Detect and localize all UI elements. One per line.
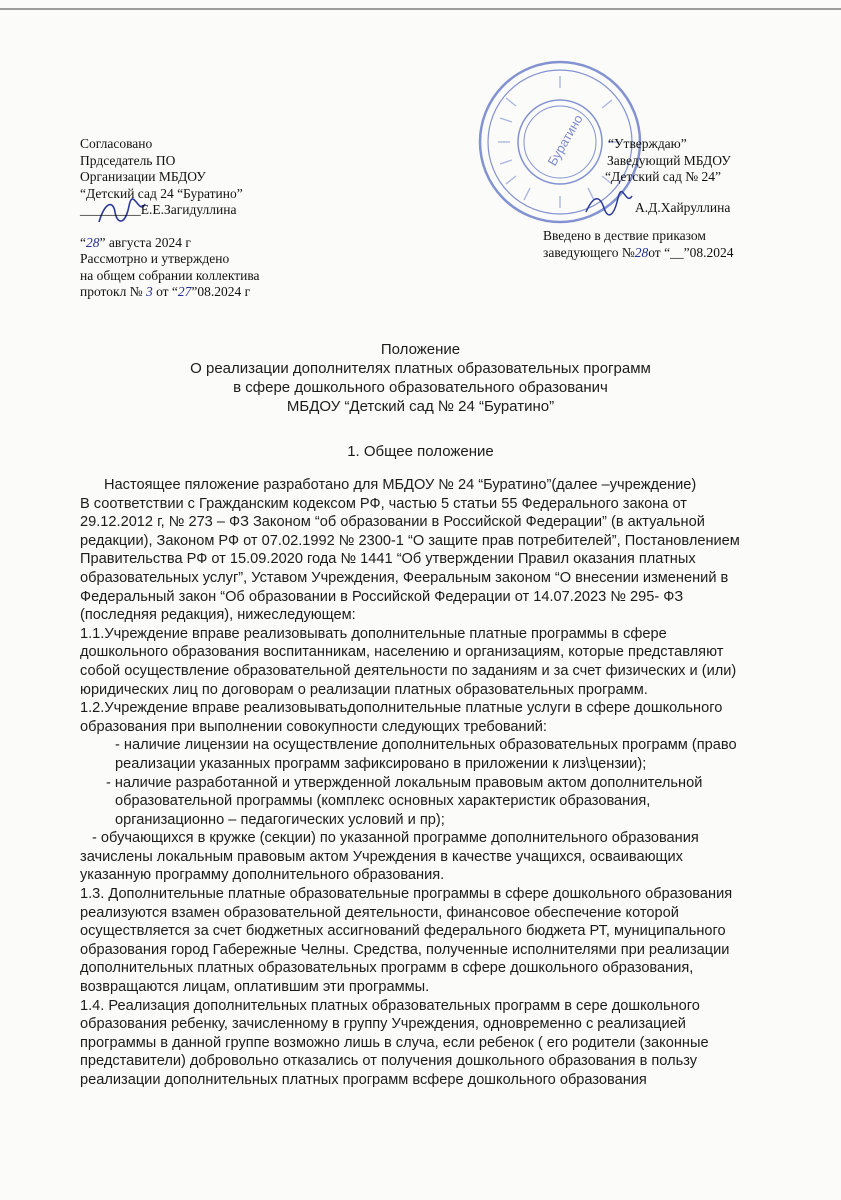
approve-label: “Утверждаю” (608, 136, 687, 151)
handwritten-order-number: 28 (634, 244, 649, 260)
protocol-label: протокл № (80, 284, 146, 299)
protocol-from: от “ (152, 284, 178, 299)
body-line: образования город Габережные Челны. Средства, полученные исполнителями при реализации (80, 941, 730, 958)
protocol-line (80, 284, 260, 301)
date-quote-open: “ (80, 234, 86, 250)
body-line: образовательной программы (комплекс основных характеристик образования, (115, 793, 651, 810)
signer-name-right: А.Д.Хайруллина (635, 199, 731, 215)
document-title (0, 340, 841, 416)
body-line: юридических лиц по договорам о реализации платных образовательных программ. (80, 681, 648, 698)
handwritten-protocol-number: 3 (145, 284, 153, 299)
agreement-date (80, 235, 260, 252)
body-line: 1.3. Дополнительные платные образовательные программы в сфере дошкольного образования (80, 886, 733, 903)
handwritten-protocol-day: 27 (177, 284, 192, 299)
body-line: 1.4. Реализация дополнительных платных образовательных программ в сере дошкольного (80, 997, 700, 1014)
approval-block-right (543, 136, 733, 261)
body-line: дополнительных платных образовательных программ в сфере дошкольного образования, (80, 960, 694, 977)
order-line (543, 245, 733, 262)
body-line: возвращаются лицам, оплатившим эти программы. (80, 979, 430, 996)
kindergarten-name: “Детский сад 24 “Буратино” (80, 185, 243, 201)
organization-label: Организации МБДОУ (80, 169, 206, 184)
protocol-date-rest: ”08.2024 г (191, 284, 251, 299)
meeting-label: на общем собрании коллектива (80, 267, 260, 283)
date-rest: ” августа 2024 г (99, 234, 191, 250)
body-line: образовательных услуг”, Уставом Учреждения, Фееральным законом “О внесении изменений в (80, 569, 729, 586)
body-line: программы в данной группе возможно лишь в случа, если ребенок ( его родители (законные (80, 1034, 709, 1051)
agreed-label: Согласовано (80, 136, 153, 151)
body-line: 29.12.2012 г, № 273 – ФЗ Законом “об образовании в Российской Федерации” (в актуальной (80, 514, 705, 531)
body-line: Федеральный закон “Об образовании в Российской Федерации от 14.07.2023 № 295- ФЗ (80, 588, 684, 605)
title-line-3: в сфере дошкольного образовательного образованич (233, 379, 608, 396)
body-line: представители) добровольно отказались от получения дошкольного образования в пользу (80, 1053, 698, 1070)
body-line: образования при выполнении совокупности следующих требований: (80, 718, 547, 735)
title-line-4: МБДОУ “Детский сад № 24 “Буратино” (286, 398, 555, 415)
body-line: 1.1.Учреждение вправе реализовывать дополнительные платные программы в сфере (80, 625, 667, 642)
body-line: образования ребенку, зачисленному в группу Учреждения, одновременно с реализацией (80, 1016, 686, 1033)
chairman-label: Прдседатель ПО (80, 152, 176, 168)
head-label: Заведующий МБДОУ (607, 152, 731, 168)
reviewed-label: Рассмотрно и утверждено (80, 251, 230, 266)
scan-top-edge (0, 8, 841, 10)
handwritten-day: 28 (86, 234, 100, 250)
body-line: реализации дополнительных платных программ всфере дошкольного образования (80, 1072, 647, 1088)
order-label: заведующего № (543, 244, 635, 260)
body-line: (последняя редакция), нижеследующем: (80, 607, 356, 624)
body-line: Настоящее пяложение разработано для МБДОУ № 24 “Буратино”(далее –учреждение) (104, 477, 697, 493)
kindergarten-short-name: “Детский сад № 24” (605, 169, 721, 184)
body-line: В соответствии с Гражданским кодексом РФ, частью 5 статьи 55 Федерального закона от (80, 495, 687, 512)
body-line: Правительства РФ от 15.09.2020 года № 1441 “Об утверждении Правил оказания платных (80, 551, 696, 568)
approval-block-left (80, 136, 260, 301)
document-body (80, 476, 800, 1090)
body-line: - наличие разработанной и утвержденной локальным правовым актом дополнительной (106, 774, 703, 791)
order-date: от “__”08.2024 (648, 244, 734, 260)
body-line: собой осуществление образовательной деятельности по заданиям и за счет физических и (или) (80, 662, 737, 679)
body-line: - обучающихся в кружке (секции) по указанной программе дополнительного образования (92, 830, 699, 847)
body-line: реализуются взамен образовательной деятельности, финансовое обеспечение которой (80, 904, 679, 921)
body-line: осуществляется за счет бюджетных ассигнований федерального бюджета РТ, муниципального (80, 923, 726, 940)
svg-text:Буратино: Буратино (544, 111, 586, 169)
enacted-label: Введено в дествие приказом (543, 228, 706, 243)
section-heading: 1. Общее положение (347, 443, 494, 460)
body-line: организационно – педагогических условий и пр); (115, 811, 445, 828)
title-line-2: О реализации дополнителях платных образовательных программ (190, 360, 651, 377)
body-line: - наличие лицензии на осуществление дополнительных образовательных программ (право (115, 737, 737, 754)
body-line: 1.2.Учреждение вправе реализовыватьдополнительные платные услуги в сфере дошкольного (80, 700, 723, 717)
body-line: дошкольного образования воспитанникам, населению и организациям, которые представляют (80, 644, 724, 661)
body-line: редакции), Законом РФ от 07.02.1992 № 2300-1 “О защите прав потребителей”, Постановлением (80, 532, 740, 549)
body-line: реализации указанных программ зафиксировано в приложении к лиз\цензии); (115, 755, 647, 772)
title-line-1: Положение (380, 341, 461, 358)
body-line: зачислены локальным правовым актом Учреждения в качестве учащихся, осваивающих (80, 848, 683, 865)
body-line: указанную программу дополнительного образования. (80, 867, 445, 884)
signer-name-left: _________Е.Е.Загидуллина (80, 202, 237, 217)
